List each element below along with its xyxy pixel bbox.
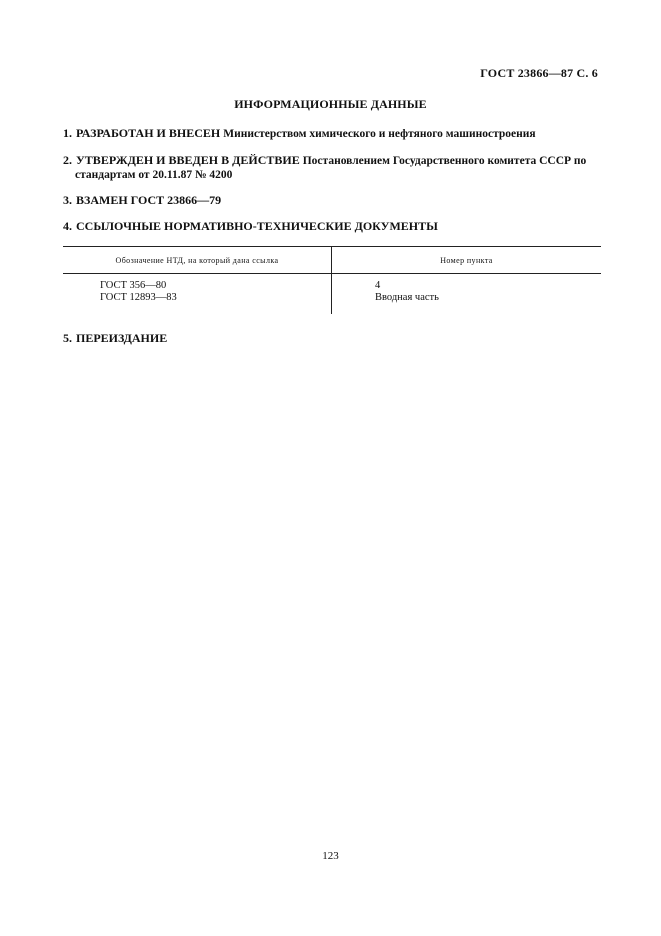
table-column-clauses (375, 280, 439, 304)
page-number: 123 (322, 850, 339, 862)
table-column-documents (100, 280, 177, 304)
table-header-document: Обозначение НТД, на который дана ссылка (115, 256, 279, 265)
item-text-continuation: стандартам от 20.11.87 № 4200 (75, 169, 233, 181)
item-lead: УТВЕРЖДЕН И ВВЕДЕН В ДЕЙСТВИЕ (76, 153, 300, 167)
item-number: 2. (63, 153, 72, 167)
table-cell: ГОСТ 356—80 (100, 280, 167, 291)
table-header-clause: Номер пункта (440, 256, 493, 265)
item-lead: ВЗАМЕН ГОСТ 23866—79 (76, 193, 222, 207)
table-cell: Вводная часть (375, 292, 439, 303)
info-item-replaces (63, 193, 603, 207)
section-title: ИНФОРМАЦИОННЫЕ ДАННЫЕ (234, 97, 427, 111)
item-number: 1. (63, 126, 72, 140)
table-top-rule (63, 246, 601, 247)
info-item-references (63, 219, 603, 233)
item-number: 3. (63, 193, 72, 207)
item-lead: РАЗРАБОТАН И ВНЕСЕН (76, 126, 221, 140)
reference-table (63, 246, 601, 314)
item-number: 4. (63, 219, 72, 233)
table-cell: 4 (375, 280, 381, 291)
info-item-approved (63, 153, 603, 182)
info-item-developed (63, 126, 603, 141)
page-header: ГОСТ 23866—87 С. 6 (480, 66, 598, 80)
item-lead: ССЫЛОЧНЫЕ НОРМАТИВНО-ТЕХНИЧЕСКИЕ ДОКУМЕНТЫ (76, 219, 438, 233)
item-lead: ПЕРЕИЗДАНИЕ (76, 331, 168, 345)
info-item-reissue (63, 331, 603, 345)
item-number: 5. (63, 331, 72, 345)
item-text: Министерством химического и нефтяного машиностроения (223, 128, 536, 140)
table-header-rule (63, 273, 601, 274)
item-text: Постановлением Государственного комитета СССР по (302, 155, 587, 167)
table-cell: ГОСТ 12893—83 (100, 292, 177, 303)
